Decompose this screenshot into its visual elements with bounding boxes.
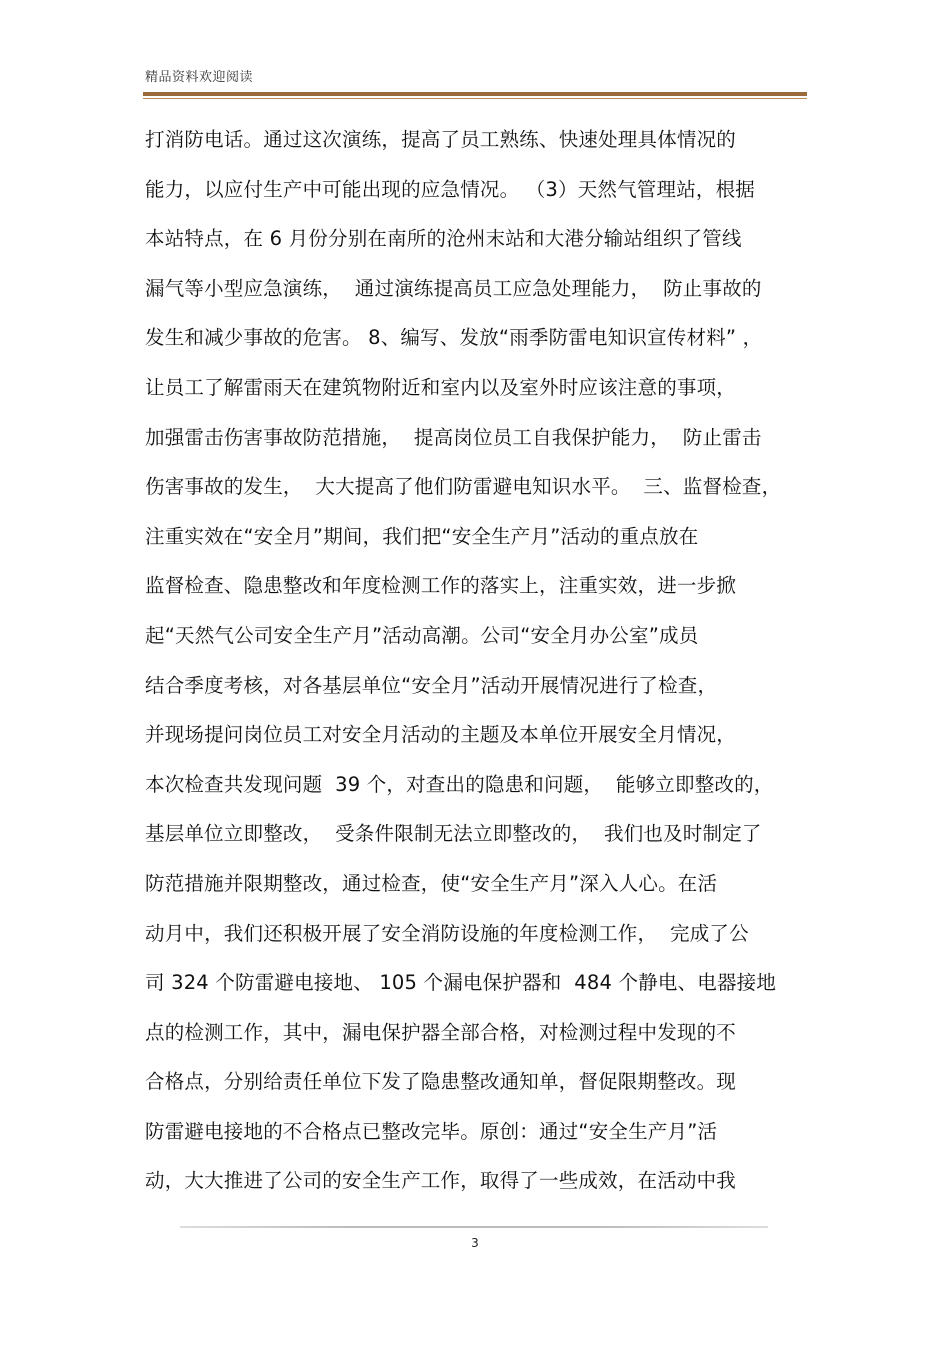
body-line: 点的检测工作，其中，漏电保护器全部合格，对检测过程中发现的不 — [145, 1020, 737, 1044]
document-body — [145, 122, 805, 1213]
body-line: 司 324 个防雷避电接地、 105 个漏电保护器和 484 个静电、电器接地 — [145, 971, 777, 995]
body-line: 能力，以应付生产中可能出现的应急情况。 （3）天然气管理站，根据 — [145, 177, 756, 201]
body-line: 本站特点，在 6 月份分别在南所的沧州末站和大港分输站组织了管线 — [145, 227, 742, 251]
footer-divider — [180, 1226, 768, 1228]
body-line: 动月中，我们还积极开展了安全消防设施的年度检测工作， 完成了公 — [145, 921, 749, 945]
body-line: 本次检查共发现问题 39 个，对查出的隐患和问题， 能够立即整改的， — [145, 772, 774, 796]
body-line: 伤害事故的发生， 大大提高了他们防雷避电知识水平。 三、监督检查， — [145, 475, 782, 499]
page-number: 3 — [471, 1236, 479, 1250]
body-line: 监督检查、隐患整改和年度检测工作的落实上，注重实效，进一步掀 — [145, 574, 737, 598]
body-line: 发生和减少事故的危害。 8、编写、发放“雨季防雷电知识宣传材料” ， — [145, 326, 763, 350]
body-line: 让员工了解雷雨天在建筑物附近和室内以及室外时应该注意的事项， — [145, 375, 737, 399]
body-line: 打消防电话。通过这次演练，提高了员工熟练、快速处理具体情况的 — [145, 128, 737, 151]
page-header-title: 精品资料欢迎阅读 — [145, 70, 254, 85]
body-line: 漏气等小型应急演练， 通过演练提高员工应急处理能力， 防止事故的 — [145, 276, 762, 300]
header-divider-thick — [143, 92, 807, 96]
body-line: 合格点，分别给责任单位下发了隐患整改通知单，督促限期整改。现 — [145, 1070, 737, 1094]
header-divider-thin — [143, 98, 807, 99]
body-line: 动，大大推进了公司的安全生产工作，取得了一些成效，在活动中我 — [145, 1169, 737, 1193]
body-line: 结合季度考核，对各基层单位“安全月”活动开展情况进行了检查， — [145, 673, 718, 697]
body-line: 基层单位立即整改， 受条件限制无法立即整改的， 我们也及时制定了 — [145, 822, 762, 846]
body-line: 防雷避电接地的不合格点已整改完毕。原创：通过“安全生产月”活 — [145, 1119, 718, 1143]
body-line: 注重实效在“安全月”期间，我们把“安全生产月”活动的重点放在 — [145, 524, 699, 548]
body-line: 加强雷击伤害事故防范措施， 提高岗位员工自我保护能力， 防止雷击 — [145, 425, 762, 449]
body-line: 起“天然气公司安全生产月”活动高潮。公司“安全月办公室”成员 — [145, 623, 699, 647]
body-line: 防范措施并限期整改，通过检查，使“安全生产月”深入人心。在活 — [145, 871, 718, 895]
body-line: 并现场提问岗位员工对安全月活动的主题及本单位开展安全月情况， — [145, 723, 737, 747]
